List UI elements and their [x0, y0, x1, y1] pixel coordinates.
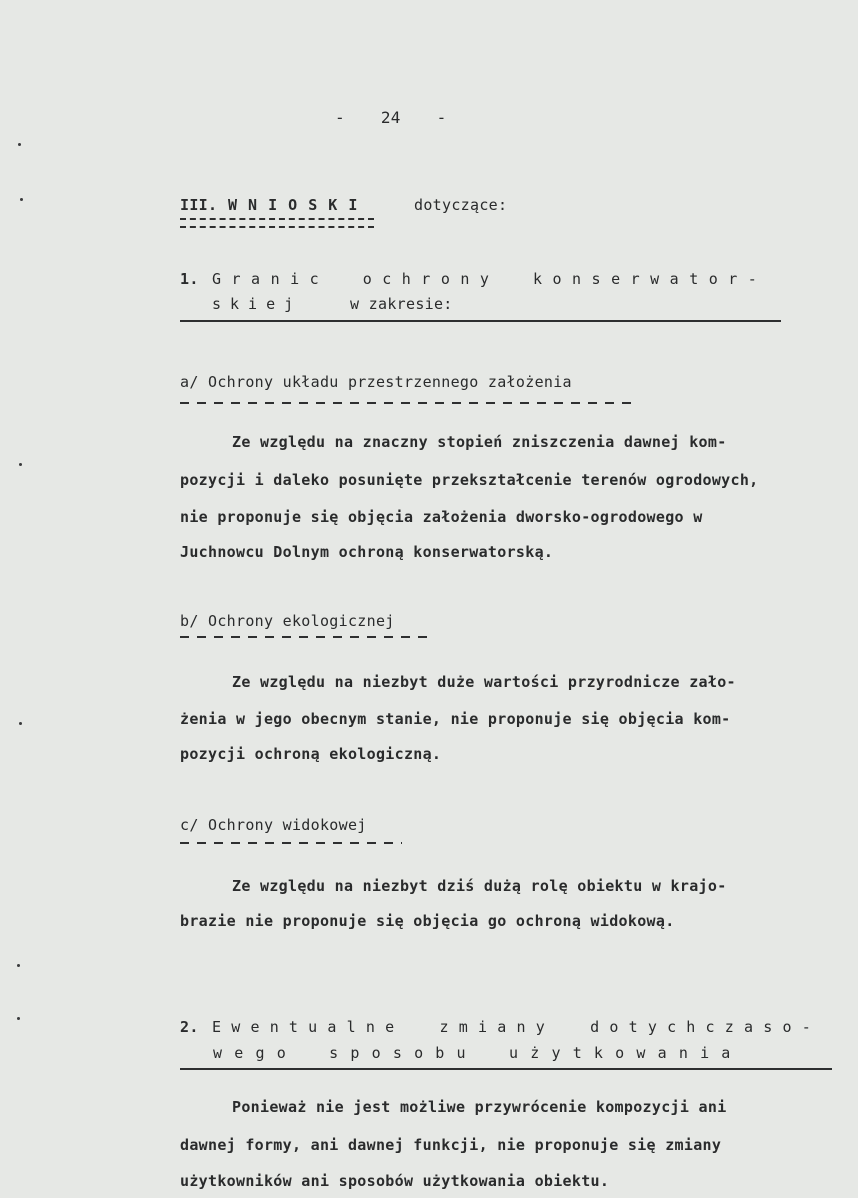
section2-number: 2. — [180, 1018, 199, 1036]
paragraph-b-line: żenia w jego obecnym stanie, nie proponuje się objęcia kom- — [180, 710, 731, 728]
heading-numeral: III. — [180, 196, 218, 214]
section1-title-line2-spaced: skiej — [212, 295, 303, 313]
paragraph-a-line: Juchnowcu Dolnym ochroną konserwatorską. — [180, 543, 554, 561]
subsection-b-dashed-underline — [180, 636, 427, 638]
paragraph-a-line: nie proponuje się objęcia założenia dworsko-ogrodowego w — [180, 508, 703, 526]
paragraph-c-line: Ze względu na niezbyt dziś dużą rolę obiektu w krajo- — [232, 877, 727, 895]
margin-mark — [18, 143, 21, 146]
section2-title-line2: wego sposobu użytkowania — [213, 1044, 743, 1062]
section2-underline — [180, 1068, 832, 1070]
paragraph-a-line: pozycji i daleko posunięte przekształcenie terenów ogrodowych, — [180, 471, 759, 489]
subsection-a-dashed-underline — [180, 402, 638, 404]
margin-mark — [20, 198, 23, 201]
section1-number: 1. — [180, 270, 199, 288]
margin-mark — [17, 1017, 20, 1020]
subsection-c-dashed-underline — [180, 842, 402, 844]
subsection-a-heading: a/ Ochrony układu przestrzennego założenia — [180, 373, 572, 391]
section1-underline — [180, 320, 781, 322]
section1-title-line2-rest: w zakresie: — [350, 295, 453, 313]
paragraph-a-line: Ze względu na znaczny stopień zniszczenia dawnej kom- — [232, 433, 727, 451]
paragraph-b-line: pozycji ochroną ekologiczną. — [180, 745, 442, 763]
paragraph-2-line: dawnej formy, ani dawnej funkcji, nie proponuje się zmiany — [180, 1136, 722, 1154]
margin-mark — [19, 722, 22, 725]
heading-title: W N I O S K I — [228, 196, 359, 214]
margin-mark — [19, 463, 22, 466]
section1-title-line1: Granic ochrony konserwator- — [212, 270, 768, 288]
subsection-c-heading: c/ Ochrony widokowej — [180, 816, 367, 834]
paragraph-c-line: brazie nie proponuje się objęcia go ochroną widokową. — [180, 912, 675, 930]
paragraph-2-line: użytkowników ani sposobów użytkowania obiektu. — [180, 1172, 610, 1190]
page-number: - 24 - — [335, 108, 447, 127]
margin-mark — [17, 964, 20, 967]
heading-double-underline — [180, 218, 374, 228]
heading-suffix: dotyczące: — [414, 196, 508, 214]
subsection-b-heading: b/ Ochrony ekologicznej — [180, 612, 395, 630]
paragraph-2-line: Ponieważ nie jest możliwe przywrócenie kompozycji ani — [232, 1098, 727, 1116]
paragraph-b-line: Ze względu na niezbyt duże wartości przyrodnicze zało- — [232, 673, 736, 691]
section2-title-line1: Ewentualne zmiany dotychczaso- — [212, 1018, 821, 1036]
